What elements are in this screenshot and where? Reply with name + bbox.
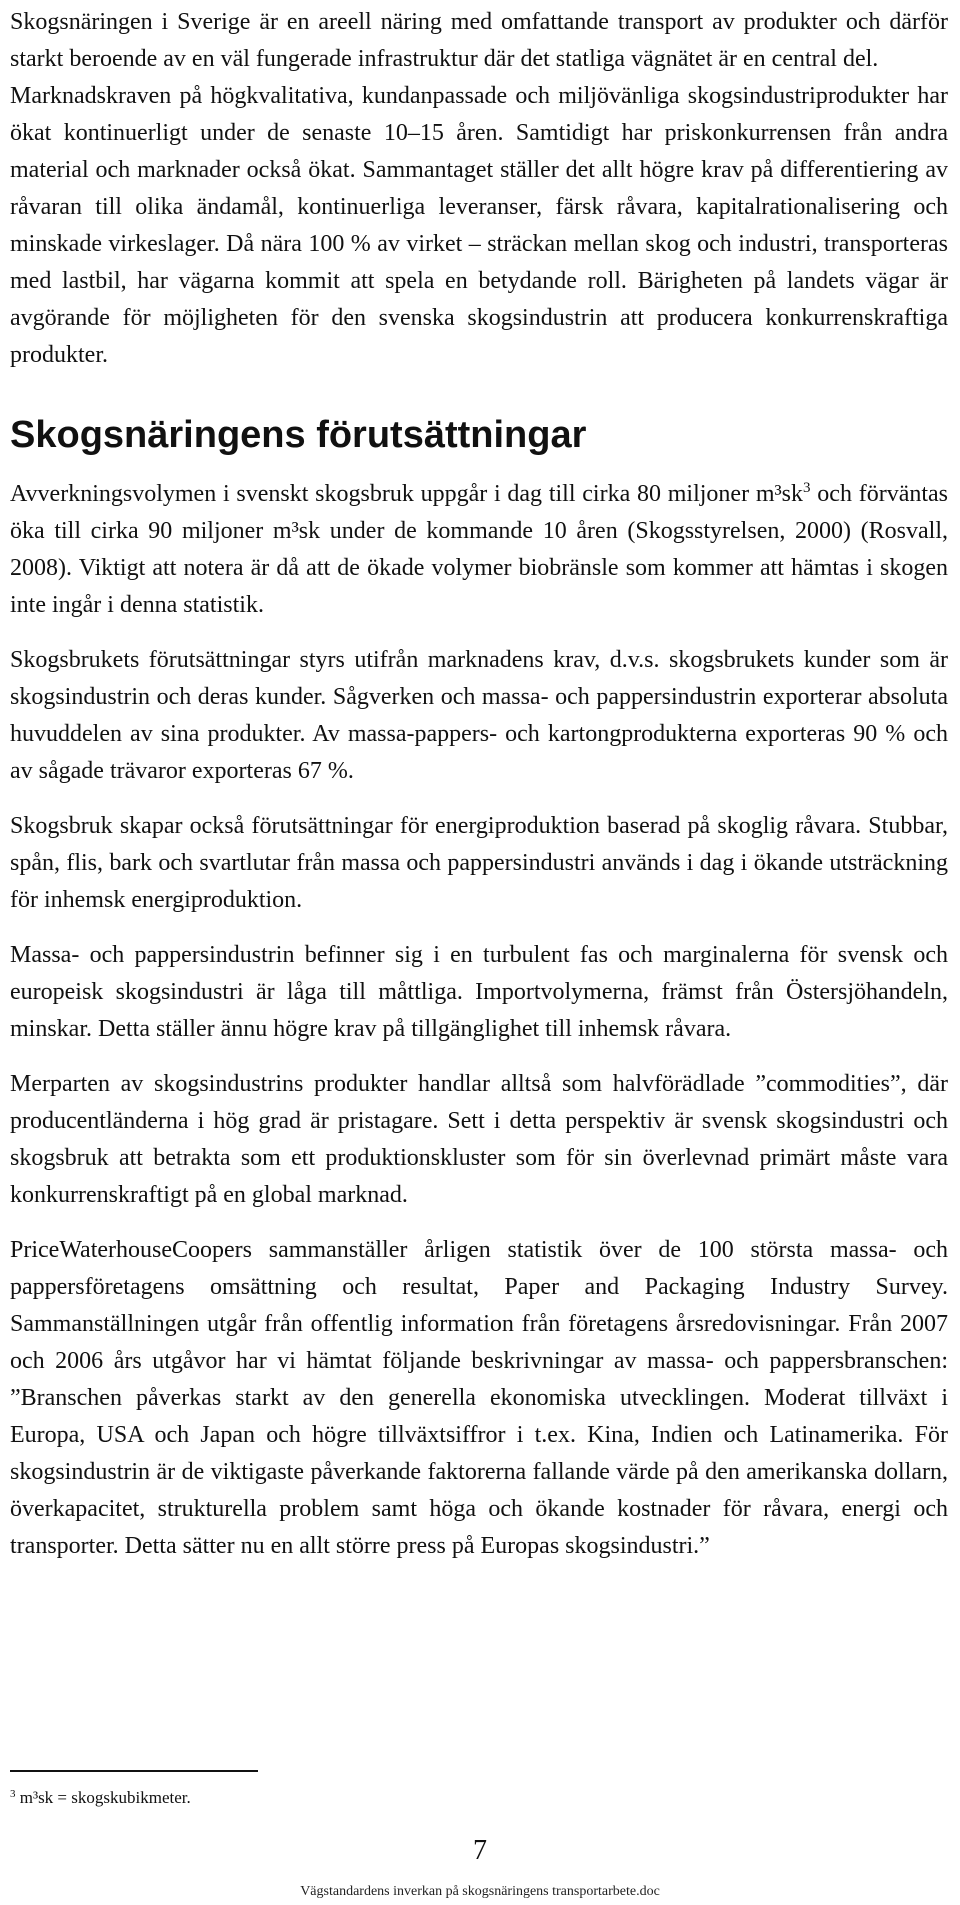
footnote-text: m³sk = skogskubikmeter. — [15, 1788, 191, 1807]
section-body — [10, 476, 948, 1565]
body-paragraph-4: Massa- och pappersindustrin befinner sig i en turbulent fas och marginalerna för svensk och europeisk skogsindustri är låga till måttliga. Importvolymerna, främst från Östersjöhandeln, minskar. Detta ställer ännu högre krav på tillgänglighet till inhemsk råvara. — [10, 942, 948, 1042]
intro-section — [10, 0, 948, 374]
page-number: 7 — [473, 1835, 487, 1866]
body-paragraph-1-text-a: Avverkningsvolymen i svenskt skogsbruk uppgår i dag till cirka 80 miljoner m³sk — [10, 481, 804, 507]
body-paragraph-1-text-b: och förväntas öka till cirka 90 miljoner m³sk under de kommande 10 åren (Skogsstyrelsen, 2000) (Rosvall, 2008). Viktigt att notera är då att de ökade volymer biobränsle som kommer att hämtas i skogen inte ingår i denna statistik. — [10, 481, 949, 618]
body-paragraph-1 — [10, 476, 948, 624]
section-heading: Skogsnäringens förutsättningar — [10, 414, 587, 456]
body-paragraph-5: Merparten av skogsindustrins produkter handlar alltså som halvförädlade ”commodities”, där producentländerna i hög grad är pristagare. Sett i detta perspektiv är svensk skogsindustri och skogsbruk att betrakta som ett produktionskluster som för sin överlevnad primärt måste vara konkurrenskraftigt på en global marknad. — [10, 1071, 948, 1208]
footnote-reference: 3 — [803, 480, 811, 496]
body-paragraph-2: Skogsbrukets förutsättningar styrs utifrån marknadens krav, d.v.s. skogsbrukets kunder som är skogsindustrin och deras kunder. Sågverken och massa- och pappersindustrin exporterar absoluta huvuddelen av sina produkter. Av massa-pappers- och kartongprodukterna exporteras 90 % och av sågade trävaror exporteras 67 %. — [10, 647, 948, 784]
document-page — [10, 0, 948, 1565]
footnote-marker: 3 — [10, 1788, 16, 1800]
intro-paragraph-2: Marknadskraven på högkvalitativa, kundanpassade och miljövänliga skogsindustriprodukter har ökat kontinuerligt under de senaste 10–15 åren. Samtidigt har priskonkurrensen från andra material och marknader också ökat. Sammantaget ställer det allt högre krav på differentiering av råvaran till olika ändamål, kontinuerliga leveranser, färsk råvara, kapitalrationalisering och minskade virkeslager. Då nära 100 % av virket – sträckan mellan skog och industri, transporteras med lastbil, har vägarna kommit att spela en betydande roll. Bärigheten på landets vägar är avgörande för möjligheten för den svenska skogsindustrin att producera konkurrenskraftiga produkter. — [10, 83, 948, 368]
intro-paragraph-1: Skogsnäringen i Sverige är en areell näring med omfattande transport av produkter och därför starkt beroende av en väl fungerade infrastruktur där det statliga vägnätet är en central del. — [10, 9, 948, 72]
footnote — [10, 1787, 191, 1809]
footnote-separator — [10, 1770, 258, 1772]
footer-filename: Vägstandardens inverkan på skogsnäringens transportarbete.doc — [300, 1884, 660, 1899]
body-paragraph-6: PriceWaterhouseCoopers sammanställer årligen statistik över de 100 största massa- och pappersföretagens omsättning och resultat, Paper and Packaging Industry Survey. Sammanställningen utgår från offentlig information från företagens årsredovisningar. Från 2007 och 2006 års utgåvor har vi hämtat följande beskrivningar av massa- och pappersbranschen: ”Branschen påverkas starkt av den generella ekonomiska utvecklingen. Moderat tillväxt i Europa, USA och Japan och högre tillväxtsiffror i t.ex. Kina, Indien och Latinamerika. För skogsindustrin är de viktigaste påverkande faktorerna fallande värde på den amerikanska dollarn, överkapacitet, strukturella problem samt höga och ökande kostnader för råvara, energi och transporter. Detta sätter nu en allt större press på Europas skogsindustri.” — [10, 1237, 948, 1559]
body-paragraph-3: Skogsbruk skapar också förutsättningar för energiproduktion baserad på skoglig råvara. Stubbar, spån, flis, bark och svartlutar från massa och pappersindustri används i dag i ökande utsträckning för inhemsk energiproduktion. — [10, 813, 948, 913]
